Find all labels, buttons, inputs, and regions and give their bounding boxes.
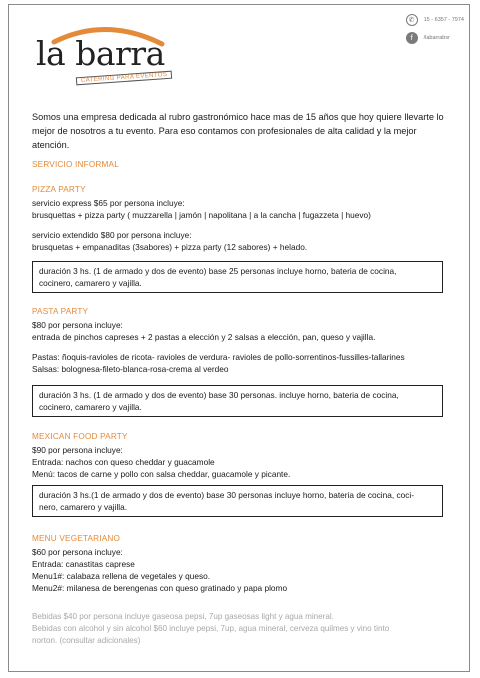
intro-paragraph: Somos una empresa dedicada al rubro gastronómico hace mas de 15 años que hoy quiere llevarte lo mejor de nosotros a tu evento. Para eso contamos con profesionales de alta calidad y la mejor atención. — [32, 112, 444, 150]
pizza-section — [32, 159, 452, 253]
pizza-box-line: duración 3 hs. (1 de armado y dos de evento) base 25 personas incluye horno, bateria de cocina, — [39, 266, 397, 276]
mexican-menu: Menú: tacos de carne y pollo con salsa cheddar, guacamole y picante. — [32, 469, 291, 479]
pasta-items: entrada de pinchos capreses + 2 pastas a elección y 2 salsas a elección, pan, queso y vajilla. — [32, 332, 376, 342]
pizza-conditions-box — [32, 261, 443, 293]
veg-menu2: Menu2#: milanesa de berengenas con queso gratinado y papa plomo — [32, 583, 288, 593]
pasta-section — [32, 306, 452, 375]
logo-tagline: CATERING PARA EVENTOS — [76, 71, 173, 86]
bebidas-line: norton. (consultar adicionales) — [32, 636, 141, 645]
mexican-conditions-box — [32, 485, 443, 517]
contact-phone — [406, 12, 464, 28]
logo-wordmark: la barra — [36, 34, 165, 73]
mexican-title: MEXICAN FOOD PARTY — [32, 432, 128, 441]
pizza-express-price: servicio express $65 por persona incluye: — [32, 198, 185, 208]
veg-entrada: Entrada: canastitas caprese — [32, 559, 135, 569]
veg-section — [32, 533, 452, 594]
veg-price: $60 por persona incluye: — [32, 547, 123, 557]
whatsapp-icon: ✆ — [406, 14, 418, 26]
pizza-extended-items: brusquetas + empanaditas (3sabores) + pizza party (12 sabores) + helado. — [32, 242, 308, 252]
phone-number: 15 - 6357 - 7974 — [423, 17, 464, 23]
pasta-title: PASTA PARTY — [32, 307, 89, 316]
mexican-box-line: duración 3 hs.(1 de armado y dos de evento) base 30 personas incluye horno, bateria de cocina, coci- — [39, 490, 414, 500]
pasta-box-line: duración 3 hs. (1 de armado y dos de evento) base 30 personas. incluye horno, bateria de cocina, — [39, 390, 399, 400]
pizza-extended-price: servicio extendido $80 por persona incluye: — [32, 230, 192, 240]
pasta-price: $80 por persona incluye: — [32, 320, 123, 330]
pizza-box-line: cocinero, camarero y vajilla. — [39, 278, 142, 288]
mexican-price: $90 por persona incluye: — [32, 445, 123, 455]
veg-title: MENU VEGETARIANO — [32, 534, 121, 543]
contact-block — [406, 12, 464, 48]
servicio-heading: SERVICIO INFORMAL — [32, 160, 119, 169]
mexican-entrada: Entrada: nachos con queso cheddar y guacamole — [32, 457, 215, 467]
bebidas-section — [32, 611, 452, 647]
pasta-conditions-box — [32, 385, 443, 417]
contact-facebook[interactable] — [406, 30, 464, 46]
pasta-box-line: cocinero, camarero y vajilla. — [39, 402, 142, 412]
facebook-handle[interactable]: /labarrabsr — [423, 35, 450, 41]
bebidas-line: Bebidas con alcohol y sin alcohol $60 incluye pepsi, 7up, agua mineral, cerveza quilmes y vino tinto — [32, 624, 390, 633]
pasta-salsas: Salsas: bolognesa-fileto-blanca-rosa-crema al verdeo — [32, 364, 229, 374]
pizza-express-items: brusquettas + pizza party ( muzzarella | jamón | napolitana | a la cancha | fugazzeta | huevo) — [32, 210, 371, 220]
pasta-pastas: Pastas: ñoquis-ravioles de ricota- ravioles de verdura- ravioles de pollo-sorrentinos-fussilles-tallarines — [32, 352, 405, 362]
mexican-box-line: nero, camarero y vajilla. — [39, 502, 128, 512]
bebidas-line: Bebidas $40 por persona incluye gaseosa pepsi, 7up gaseosas light y agua mineral. — [32, 612, 334, 621]
mexican-section — [32, 431, 452, 480]
pizza-title: PIZZA PARTY — [32, 185, 86, 194]
brand-logo — [36, 22, 176, 84]
facebook-icon: f — [406, 32, 418, 44]
veg-menu1: Menu1#: calabaza rellena de vegetales y queso. — [32, 571, 211, 581]
